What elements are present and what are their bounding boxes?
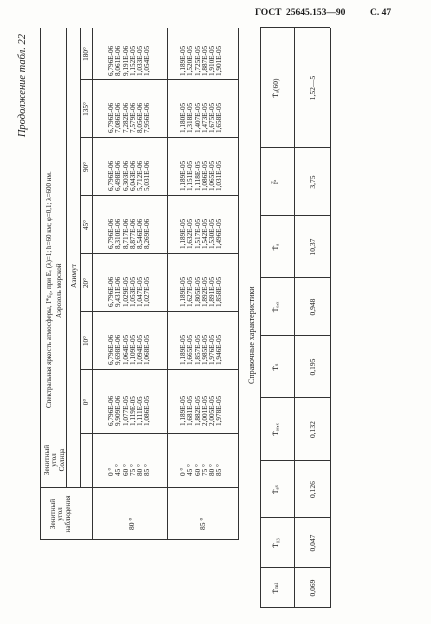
data-column: 1,189E-05 1,151E-05 1,118E-05 1,086E-05 1,065E-05 1,031E-05 <box>179 160 224 191</box>
caption-rule <box>66 28 67 488</box>
col-divider <box>80 79 238 80</box>
azimuth-header: 0° <box>82 398 90 406</box>
ref-divider <box>260 335 330 336</box>
ref-label: T̄ₐₛ <box>271 484 280 495</box>
ref-divider <box>260 147 330 148</box>
azimuth-header: 20° <box>82 277 90 289</box>
col-divider <box>80 253 238 254</box>
observer-angle-header: Зенитный угол наблюдения <box>49 495 72 533</box>
sun-angle-list: 0 ° 45 ° 60 ° 75 ° 80 ° 85 ° <box>179 464 224 476</box>
ref-value: 0,126 <box>308 481 317 498</box>
data-column: 6,796E-06 6,498E-06 6,303E-06 6,043E-06 5,712E-06 5,031E-06 <box>107 160 152 191</box>
standard-number: 25645.153—90 <box>286 8 346 18</box>
ref-label: T̄ₐ(60) <box>271 78 280 98</box>
data-column: 6,796E-06 7,086E-06 7,282E-06 7,579E-06 8,056E-06 7,956E-06 <box>107 102 152 133</box>
data-column: 1,189E-05 1,681E-05 1,882E-05 2,001E-05 2,005E-05 1,978E-05 <box>179 395 224 426</box>
data-column: 1,189E-05 1,520E-05 1,725E-05 1,887E-05 1,910E-05 1,901E-05 <box>179 45 224 76</box>
data-column: 6,796E-06 8,061E-06 9,191E-06 1,152E-05 1,033E-05 1,054E-05 <box>107 45 152 76</box>
ref-divider <box>260 517 330 518</box>
ref-label: T̄ₐ <box>271 243 280 251</box>
table-left-border <box>40 539 238 540</box>
sun-angle-header: Зенитный угол Солнца <box>43 444 66 476</box>
ref-divider <box>260 27 330 28</box>
data-column: 1,180E-05 1,318E-05 1,407E-05 1,473E-05 1,675E-05 1,658E-05 <box>179 102 224 133</box>
ref-label: T̄ₘₗ <box>271 582 280 594</box>
ref-value: 10,37 <box>308 238 317 256</box>
rotated-table <box>16 28 416 608</box>
ref-divider <box>260 460 330 461</box>
reference-top-border <box>260 28 261 608</box>
ref-divider <box>260 277 330 278</box>
group-separator <box>167 28 168 540</box>
col-divider <box>80 137 238 138</box>
ref-divider <box>260 567 330 568</box>
reference-header-rule <box>294 28 295 608</box>
observer-angle-cell: 85 ° <box>198 517 207 530</box>
continuation-label: Продолжение табл. 22 <box>17 34 28 138</box>
azimuth-header: 10° <box>82 335 90 347</box>
ref-label: T̄₀₃ <box>271 538 280 548</box>
header-bottom-rule <box>92 28 93 540</box>
azimuth-label: Азимут <box>69 263 78 288</box>
ref-value: 0,047 <box>308 534 317 552</box>
page-number: С. 47 <box>370 8 392 18</box>
azimuth-header: 180° <box>82 47 90 61</box>
ref-value: 0,948 <box>308 298 317 316</box>
ref-value: 0,069 <box>308 579 317 597</box>
observer-sun-divider <box>40 487 238 488</box>
data-column: 1,189E-05 1,632E-05 1,517E-05 1,542E-05 1,530E-05 1,496E-05 <box>179 218 224 249</box>
azimuth-header: 45° <box>82 219 90 231</box>
reference-bottom-border <box>330 28 331 608</box>
ref-divider <box>260 397 330 398</box>
standard-label: ГОСТ <box>255 8 282 18</box>
ref-label: T̄ₛ <box>271 363 280 371</box>
azimuth-header: 135° <box>82 102 90 116</box>
table-top-border <box>40 28 41 540</box>
ref-value: 0,132 <box>308 421 317 438</box>
ref-label: T̄ₐₑ,ₓ <box>271 423 280 436</box>
sun-angle-list: 0 ° 45 ° 60 ° 75 ° 80 ° 85 ° <box>107 464 152 476</box>
data-column: 6,796E-06 9,431E-06 1,029E-05 1,053E-05 1,047E-05 1,027E-05 <box>107 276 152 307</box>
col-divider <box>80 369 238 370</box>
reference-title: Справочные характеристики <box>247 286 256 384</box>
data-column: 6,796E-06 9,698E-06 1,064E-05 1,109E-05 1,094E-05 1,068E-05 <box>107 334 152 365</box>
data-column: 1,189E-05 1,627E-05 1,805E-05 1,892E-05 1,891E-05 1,858E-05 <box>179 276 224 307</box>
page-header <box>0 0 431 28</box>
ref-value: 0,195 <box>308 358 317 376</box>
ref-divider <box>260 607 330 608</box>
caption-line-1: Спектральная яркость атмосферы, I*ε₀, при Eᵥ (λ)=1; h=60 км; φ=0,1; λ=600 нм. <box>45 171 53 408</box>
ref-divider <box>260 215 330 216</box>
data-column: 6,796E-06 8,310E-06 8,717E-06 8,877E-06 8,546E-06 8,269E-06 <box>107 218 152 249</box>
sun-data-divider <box>80 433 238 434</box>
ref-value: 3,75 <box>308 175 317 189</box>
data-column: 1,189E-05 1,665E-05 1,857E-05 1,985E-05 1,976E-05 1,946E-05 <box>179 334 224 365</box>
caption-line-2: Аэрозоль морской <box>55 263 63 318</box>
ref-label: T̄ₑ,ₓ <box>271 301 280 313</box>
data-column: 6,796E-06 9,909E-06 1,077E-05 1,119E-05 1,111E-05 1,086E-05 <box>107 395 152 426</box>
col-divider <box>80 311 238 312</box>
table-bottom-border <box>238 28 239 540</box>
ref-value: 1,52—5 <box>308 75 317 101</box>
azimuth-header: 90° <box>82 161 90 173</box>
azimuth-rule <box>80 28 81 488</box>
observer-angle-cell: 80 ° <box>127 517 136 530</box>
ref-label: f̄ᵃ <box>271 179 280 185</box>
col-divider <box>80 195 238 196</box>
